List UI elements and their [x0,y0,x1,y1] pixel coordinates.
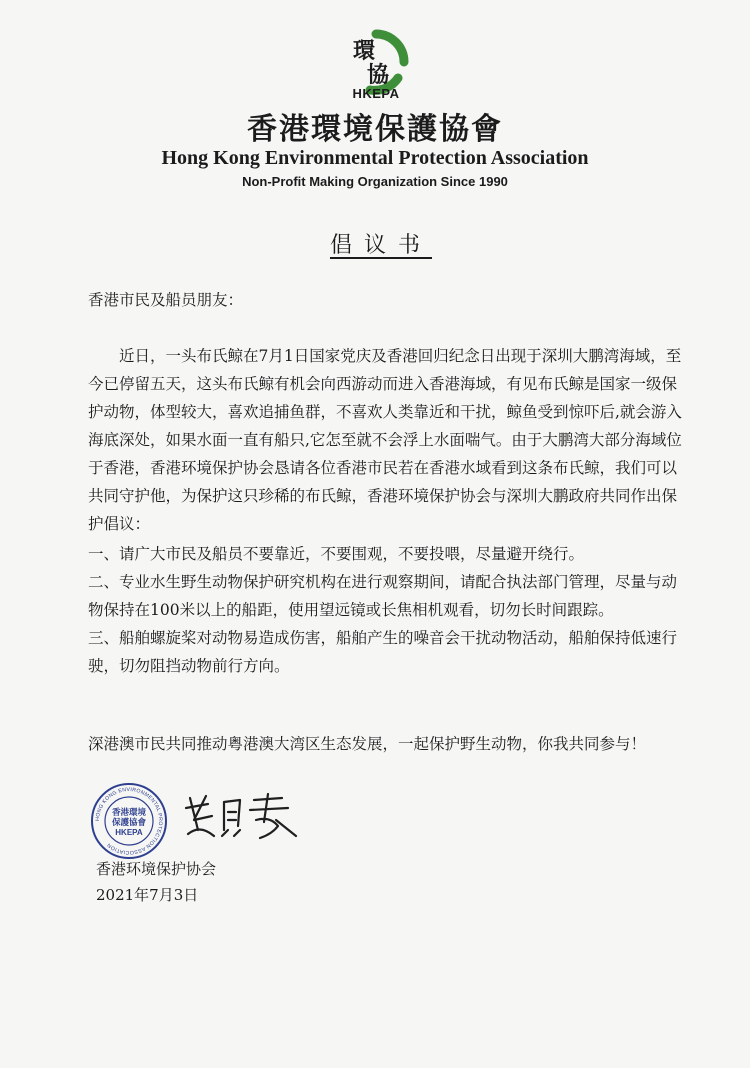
signing-date: 2021年7月3日 [96,886,199,904]
main-paragraph-text: 近日，一头布氏鲸在7月1日国家党庆及香港回归纪念日出现于深圳大鹏湾海域，至今已停留五天，这头布氏鲸有机会向西游动而进入香港海域，有见布氏鲸是国家一级保护动物，体型较大，喜欢追捕鱼群，不喜欢人类靠近和干扰，鲸鱼受到惊吓后,就会游入海底深处，如果水面一直有船只,它怎至就不会浮上水面喘气。由于大鹏湾大部分海域位于香港，香港环境保护协会恳请各位香港市民若在香港水域看到这条布氏鲸，我们可以共同守护他，为保护这只珍稀的布氏鲸，香港环境保护协会与深圳大鹏政府共同作出保护倡议： [88,347,682,533]
document-title [0,228,750,259]
association-seal [90,782,168,860]
main-paragraph [88,342,688,538]
org-name-chinese: 香港環境保護協會 [247,112,503,147]
proposal-point-2: 二、专业水生野生动物保护研究机构在进行观察期间，请配合执法部门管理，尽量与动物保持在100米以上的船距，使用望远镜或长焦相机观看，切勿长时间跟踪。 [88,573,678,619]
org-subtitle: Non-Profit Making Organization Since 1990 [242,174,508,189]
document-title-text: 倡议书 [329,233,432,258]
salutation [88,286,688,314]
proposal-point-3: 三、船舶螺旋桨对动物易造成伤害，船舶产生的噪音会干扰动物活动，船舶保持低速行驶，切勿阻挡动物前行方向。 [88,629,678,675]
proposal-point-1: 一、请广大市民及船员不要靠近，不要围观，不要投喂，尽量避开绕行。 [88,545,585,563]
seal-line-2: 保護協會 [111,818,147,828]
signing-organization: 香港环境保护协会 [96,860,217,878]
seal-ring-text: HONG KONG ENVIRONMENTAL PROTECTION ASSOCIATION [94,786,164,856]
salutation-text: 香港市民及船员朋友： [88,291,244,309]
logo-char-top: 環 [352,39,376,64]
closing-paragraph [88,730,688,758]
seal-line-3: HKEPA [115,828,143,837]
logo-char-bottom: 協 [366,63,390,88]
seal-line-1: 香港環境 [111,808,147,818]
closing-text: 深港澳市民共同推动粤港澳大湾区生态发展，一起保护野生动物，你我共同参与！ [88,735,647,753]
handwritten-signature [178,790,308,844]
org-name-english: Hong Kong Environmental Protection Association [161,147,589,169]
proposal-points [88,540,688,680]
logo-caption: HKEPA [352,86,400,101]
